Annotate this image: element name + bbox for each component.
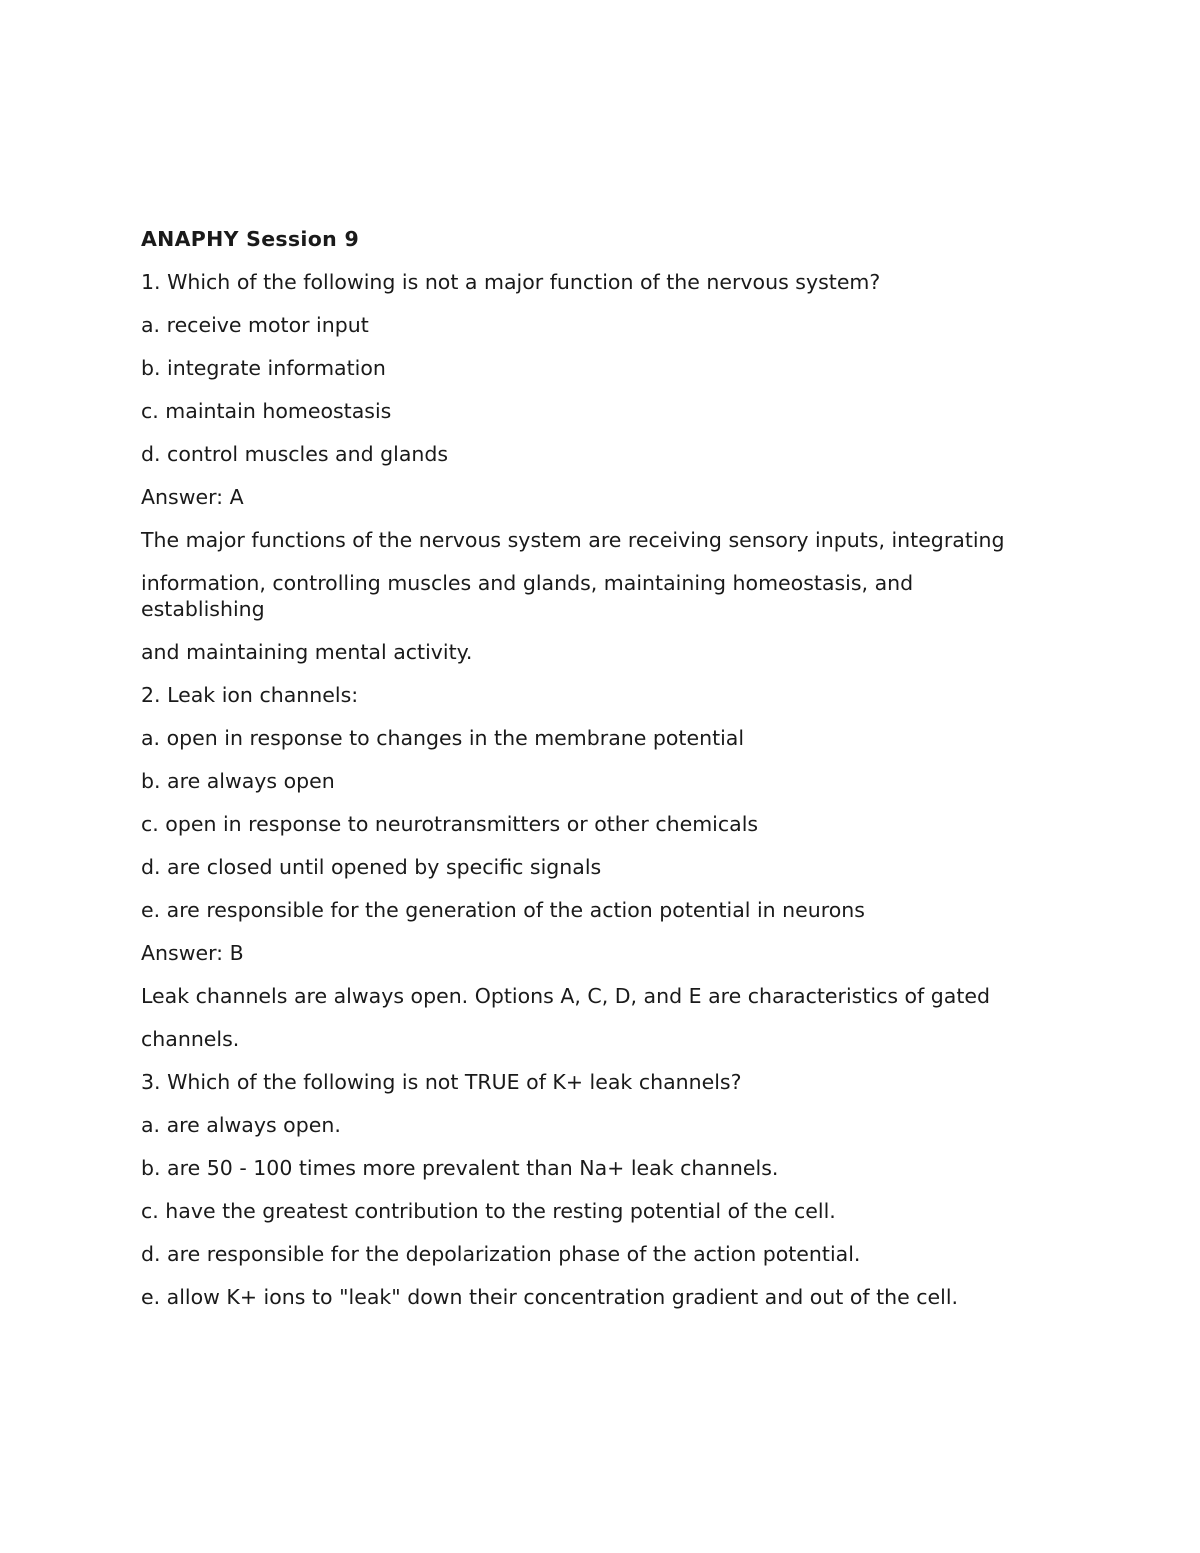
question-1-text: 1. Which of the following is not a major function of the nervous system? (141, 270, 881, 294)
question-1-explanation-line: establishing (141, 597, 265, 621)
question-3-option-e: e. allow K+ ions to "leak" down their concentration gradient and out of the cell. (141, 1285, 959, 1309)
question-1-explanation-line: The major functions of the nervous system are receiving sensory inputs, integrating (141, 528, 1005, 552)
question-2-option-e: e. are responsible for the generation of the action potential in neurons (141, 898, 865, 922)
question-2-text: 2. Leak ion channels: (141, 683, 359, 707)
question-2-option-a: a. open in response to changes in the membrane potential (141, 726, 745, 750)
question-2-option-b: b. are always open (141, 769, 335, 793)
question-2-option-c: c. open in response to neurotransmitters or other chemicals (141, 812, 759, 836)
question-2-option-d: d. are closed until opened by specific signals (141, 855, 602, 879)
question-3-text: 3. Which of the following is not TRUE of K+ leak channels? (141, 1070, 742, 1094)
question-1-option-d: d. control muscles and glands (141, 442, 449, 466)
question-2-explanation-line: Leak channels are always open. Options A, C, D, and E are characteristics of gated (141, 984, 991, 1008)
question-1-option-a: a. receive motor input (141, 313, 369, 337)
question-3-option-a: a. are always open. (141, 1113, 341, 1137)
document-title: ANAPHY Session 9 (141, 227, 360, 251)
question-1-answer: Answer: A (141, 485, 244, 509)
question-3-option-b: b. are 50 - 100 times more prevalent than Na+ leak channels. (141, 1156, 779, 1180)
question-3-option-c: c. have the greatest contribution to the resting potential of the cell. (141, 1199, 836, 1223)
question-1-option-b: b. integrate information (141, 356, 386, 380)
question-3-option-d: d. are responsible for the depolarization phase of the action potential. (141, 1242, 861, 1266)
question-2-explanation-line: channels. (141, 1027, 240, 1051)
question-1-explanation-line: information, controlling muscles and glands, maintaining homeostasis, and (141, 571, 914, 595)
question-2-answer: Answer: B (141, 941, 244, 965)
question-1-option-c: c. maintain homeostasis (141, 399, 392, 423)
question-1-explanation-line: and maintaining mental activity. (141, 640, 473, 664)
